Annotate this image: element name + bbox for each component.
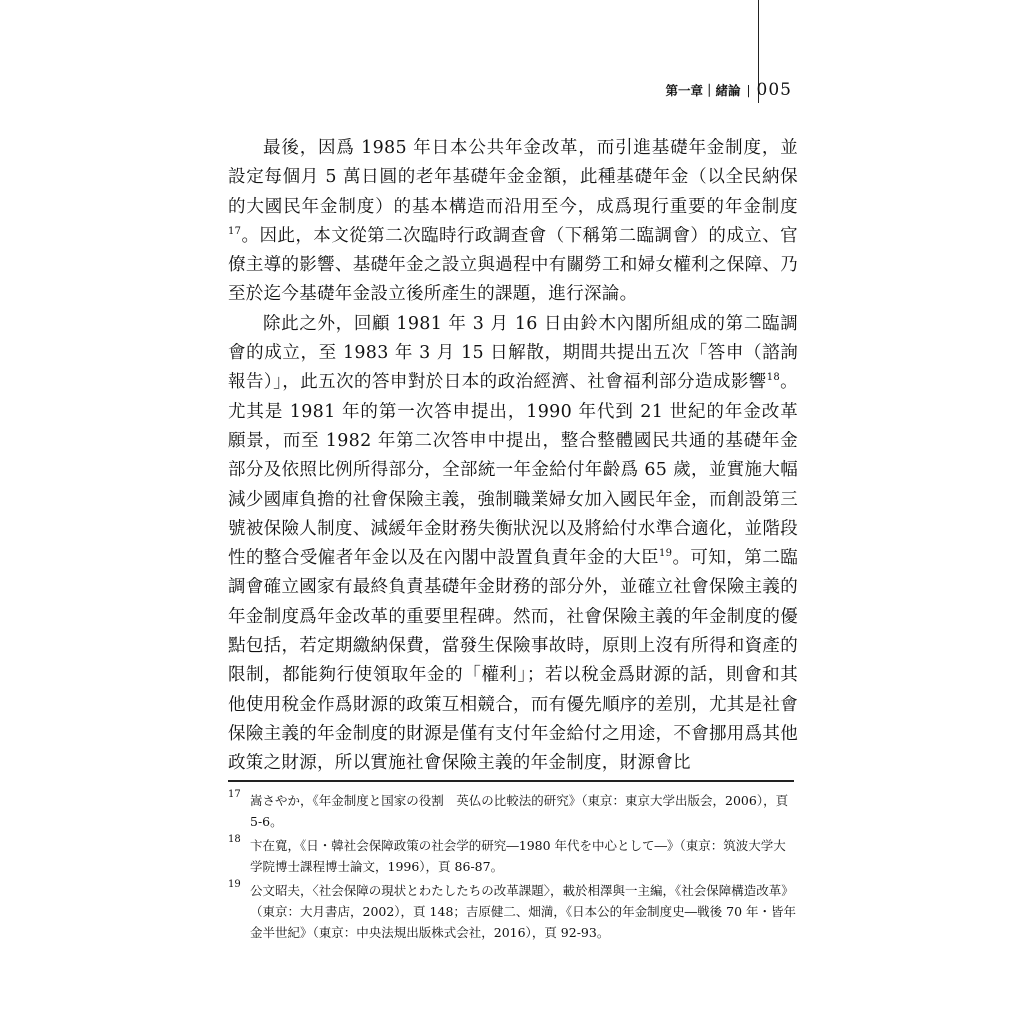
footnotes [228, 790, 796, 946]
footnote-19 [228, 880, 796, 943]
paragraph-2 [228, 310, 798, 779]
paragraph-text: 。尤其是 1981 年的第一次答申提出，1990 年代到 21 世紀的年金改革願景，而至 1982 年第二次答申中提出，整合整體國民共通的基礎年金部分及依照比例所得部分，全部統一年金給付年齡爲 65 歲，並實施大幅減少國庫負擔的社會保險主義，強制職業婦女加入國民年金，而創設第三號被保險人制度、減緩年金財務失衡狀況以及將給付水準合適化，並階段性的整合受僱者年金以及在內閣中設置負責年金的大臣 [228, 372, 798, 569]
running-header [665, 80, 792, 100]
footnote-ref-19: 19 [658, 548, 673, 560]
footnote-ref-17: 17 [228, 226, 242, 238]
footnote-number: 17 [228, 789, 241, 800]
page-number: 005 [756, 80, 792, 100]
paragraph-text: 最後，因爲 1985 年日本公共年金改革，而引進基礎年金制度，並設定每個月 5 萬日圓的老年基礎年金金額，此種基礎年金（以全民納保的大國民年金制度）的基本構造而沿用至今，成爲現行重要的年金制度 [228, 138, 798, 217]
footnote-ref-18: 18 [766, 372, 781, 384]
footnote-number: 18 [228, 834, 241, 845]
body-text [228, 134, 798, 779]
footnote-text: 卞在寬，《日・韓社会保障政策の社会学的研究―1980 年代を中心として―》（東京：筑波大学大学院博士課程博士論文，1996），頁 86-87。 [250, 838, 786, 874]
footnote-17 [228, 790, 796, 832]
paragraph-text: 除此之外，回顧 1981 年 3 月 16 日由鈴木內閣所組成的第二臨調會的成立，至 1983 年 3 月 15 日解散，期間共提出五次「答申（諮詢報告）」，此五次的答申對於日本的政治經濟、社會福利部分造成影響 [228, 313, 798, 393]
paragraph-text: 。因此，本文從第二次臨時行政調查會（下稱第二臨調會）的成立、官僚主導的影響、基礎年金之設立與過程中有關勞工和婦女權利之保障、乃至於迄今基礎年金設立後所產生的課題，進行深論。 [228, 225, 798, 305]
footnote-text: 公文昭夫，〈社会保障の現状とわたしたちの改革課題〉，載於相澤與一主編，《社会保障構造改革》（東京：大月書店，2002），頁 148；吉原健二、畑満，《日本公的年金制度史―戦後 70 年・皆年金半世紀》（東京：中央法規出版株式会社，2016），頁 92-93。 [250, 883, 796, 940]
footnote-18 [228, 835, 796, 877]
footnote-text: 嵩さやか，《年金制度と国家の役割 英仏の比較法的研究》（東京：東京大学出版会，2006），頁 5-6。 [250, 793, 789, 829]
footnote-number: 19 [228, 879, 241, 890]
footnote-rule [228, 780, 794, 782]
paragraph-text: 。可知，第二臨調會確立國家有最終負責基礎年金財務的部分外，並確立社會保險主義的年金制度爲年金改革的重要里程碑。然而，社會保險主義的年金制度的優點包括，若定期繳納保費，當發生保險事故時，原則上沒有所得和資產的限制，都能夠行使領取年金的「權利」；若以稅金爲財源的話，則會和其他使用稅金作爲財源的政策互相競合，而有優先順序的差別，尤其是社會保險主義的年金制度的財源是僅有支付年金給付之用途，不會挪用爲其他政策之財源，所以實施社會保險主義的年金制度，財源會比 [228, 548, 798, 774]
header-separator: | [746, 83, 751, 97]
paragraph-1 [228, 134, 798, 310]
chapter-title: 第一章｜緒論 [665, 83, 741, 98]
